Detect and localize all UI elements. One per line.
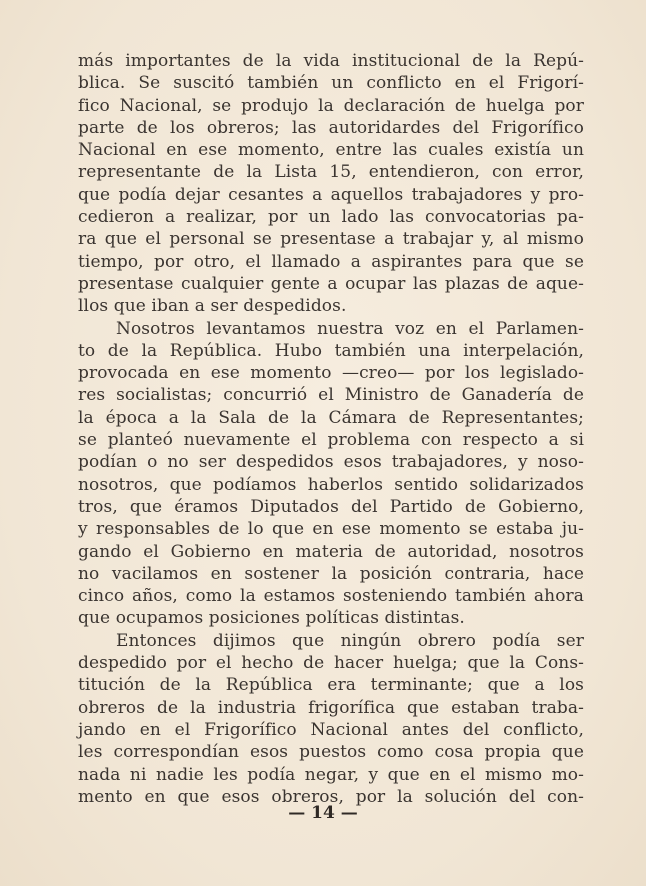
text-line: podían o no ser despedidos esos trabajadores, y noso- — [78, 452, 584, 473]
text-line: mento en que esos obreros, por la solución del con- — [78, 786, 584, 807]
paragraph-start-line: Nosotros levantamos nuestra voz en el Parlamen- — [116, 318, 584, 339]
text-line: jando en el Frigorífico Nacional antes del conflicto, — [78, 719, 584, 740]
text-line: cinco años, como la estamos sosteniendo también ahora — [78, 586, 584, 607]
text-line: ra que el personal se presentase a trabajar y, al mismo — [78, 229, 584, 250]
paragraph-start-line: Entonces dijimos que ningún obrero podía ser — [116, 630, 584, 651]
text-line: tiempo, por otro, el llamado a aspirantes para que se — [78, 251, 584, 272]
text-line: to de la República. Hubo también una interpelación, — [78, 340, 584, 361]
body-text — [78, 50, 584, 808]
text-line: se planteó nuevamente el problema con respecto a si — [78, 430, 584, 451]
text-line: representante de la Lista 15, entendieron, con error, — [78, 162, 584, 183]
text-line: res socialistas; concurrió el Ministro de Ganadería de — [78, 385, 584, 406]
text-line: titución de la República era terminante; que a los — [78, 675, 584, 696]
text-line: provocada en ese momento —creo— por los legislado- — [78, 363, 584, 384]
text-line: presentase cualquier gente a ocupar las plazas de aque- — [78, 273, 584, 294]
text-line: no vacilamos en sostener la posición contraria, hace — [78, 563, 584, 584]
text-line: despedido por el hecho de hacer huelga; que la Cons- — [78, 653, 584, 674]
text-line: tros, que éramos Diputados del Partido de Gobierno, — [78, 496, 584, 517]
text-line: la época a la Sala de la Cámara de Representantes; — [78, 407, 584, 428]
page-number: — 14 — — [288, 803, 358, 823]
text-line: blica. Se suscitó también un conflicto en el Frigorí- — [78, 73, 584, 94]
text-line: nosotros, que podíamos haberlos sentido solidarizados — [78, 474, 584, 495]
text-line: que podía dejar cesantes a aquellos trabajadores y pro- — [78, 184, 584, 205]
text-line: fico Nacional, se produjo la declaración de huelga por — [78, 95, 584, 116]
text-line: parte de los obreros; las autoridardes del Frigorífico — [78, 117, 584, 138]
text-line: Nacional en ese momento, entre las cuales existía un — [78, 140, 584, 161]
text-line: cedieron a realizar, por un lado las convocatorias pa- — [78, 207, 584, 228]
text-line: más importantes de la vida institucional de la Repú- — [78, 51, 584, 71]
text-line: obreros de la industria frigorífica que estaban traba- — [78, 697, 584, 718]
text-line: gando el Gobierno en materia de autoridad, nosotros — [78, 541, 584, 562]
text-line: y responsables de lo que en ese momento se estaba ju- — [78, 519, 584, 540]
text-line: llos que iban a ser despedidos. — [78, 296, 347, 317]
text-line: que ocupamos posiciones políticas distintas. — [78, 608, 465, 629]
text-line: nada ni nadie les podía negar, y que en el mismo mo- — [78, 764, 584, 785]
text-line: les correspondían esos puestos como cosa propia que — [78, 742, 584, 763]
